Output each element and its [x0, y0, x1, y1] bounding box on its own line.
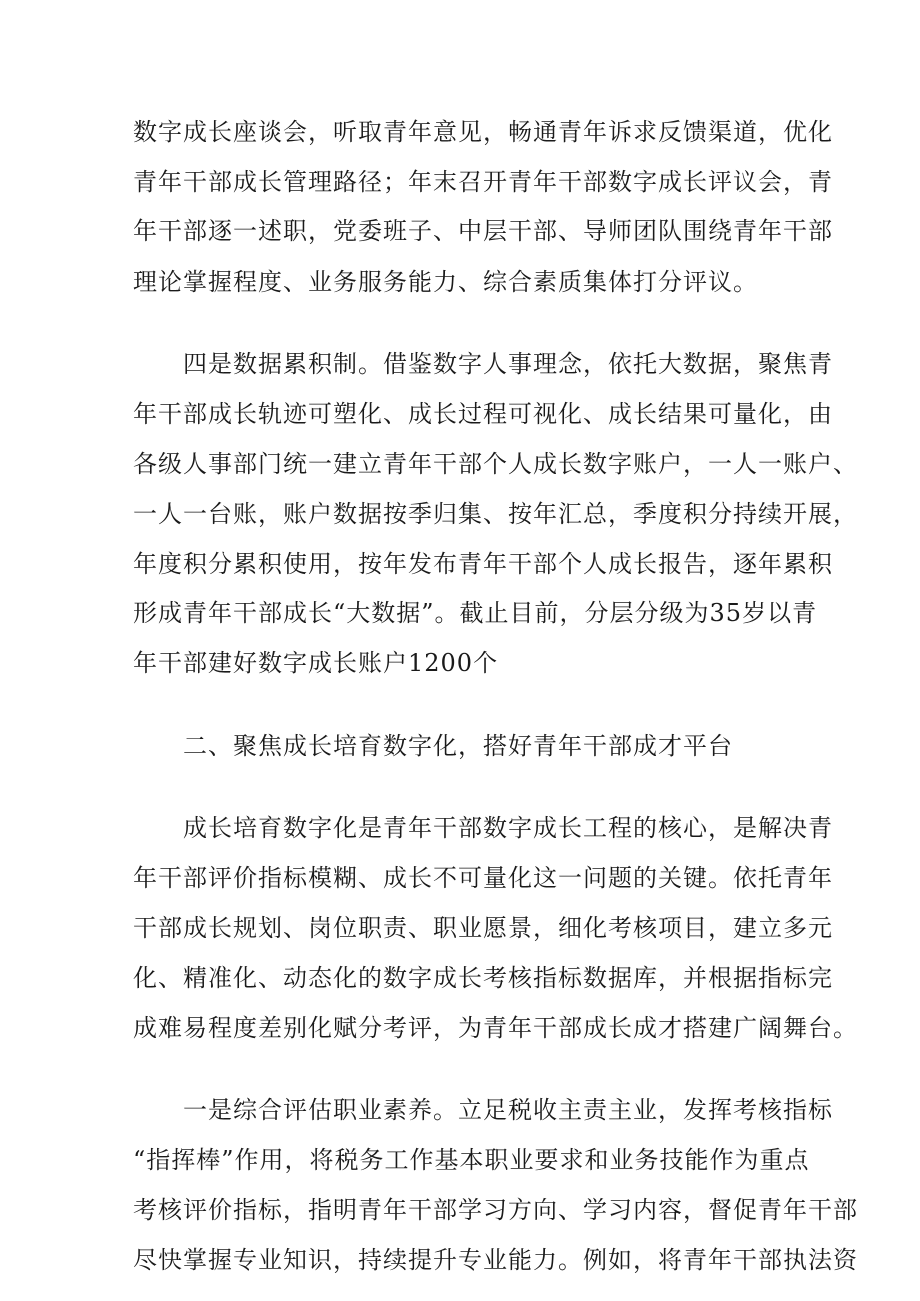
- body-text-line: 一是综合评估职业素养。立足税收主责主业，发挥考核指标: [183, 1096, 833, 1124]
- body-text-line: 四是数据累积制。借鉴数字人事理念，依托大数据，聚焦青: [183, 350, 833, 378]
- body-text-line: “指挥棒”作用，将税务工作基本职业要求和业务技能作为重点: [133, 1146, 810, 1174]
- body-text-line: 年干部成长轨迹可塑化、成长过程可视化、成长结果可量化，由: [133, 400, 833, 428]
- body-text-line: 考核评价指标，指明青年干部学习方向、学习内容，督促青年干部: [133, 1196, 858, 1224]
- body-text-line: 理论掌握程度、业务服务能力、综合素质集体打分评议。: [133, 268, 758, 296]
- body-text-line: 青年干部成长管理路径；年末召开青年干部数字成长评议会，青: [133, 168, 833, 196]
- body-text-line: 干部成长规划、岗位职责、职业愿景，细化考核项目，建立多元: [133, 914, 833, 942]
- body-text-line: 各级人事部门统一建立青年干部个人成长数字账户，一人一账户、: [133, 450, 858, 478]
- body-text-line: 成难易程度差别化赋分考评，为青年干部成长成才搭建广阔舞台。: [133, 1014, 858, 1042]
- body-text-line: 化、精准化、动态化的数字成长考核指标数据库，并根据指标完: [133, 964, 833, 992]
- body-text-line: 形成青年干部成长“大数据”。截止目前，分层分级为35岁以青: [133, 599, 818, 627]
- body-text-line: 年度积分累积使用，按年发布青年干部个人成长报告，逐年累积: [133, 550, 833, 578]
- body-text-line: 年干部逐一述职，党委班子、中层干部、导师团队围绕青年干部: [133, 217, 833, 245]
- body-text-line: 尽快掌握专业知识，持续提升专业能力。例如，将青年干部执法资: [133, 1246, 858, 1274]
- body-text-line: 一人一台账，账户数据按季归集、按年汇总，季度积分持续开展，: [133, 500, 858, 528]
- body-text-line: 年干部评价指标模糊、成长不可量化这一问题的关键。依托青年: [133, 864, 833, 892]
- body-text-line: 年干部建好数字成长账户1200个: [133, 649, 499, 677]
- body-text-line: 数字成长座谈会，听取青年意见，畅通青年诉求反馈渠道，优化: [133, 118, 833, 146]
- section-heading: 二、聚焦成长培育数字化，搭好青年干部成才平台: [183, 732, 733, 760]
- body-text-line: 成长培育数字化是青年干部数字成长工程的核心，是解决青: [183, 814, 833, 842]
